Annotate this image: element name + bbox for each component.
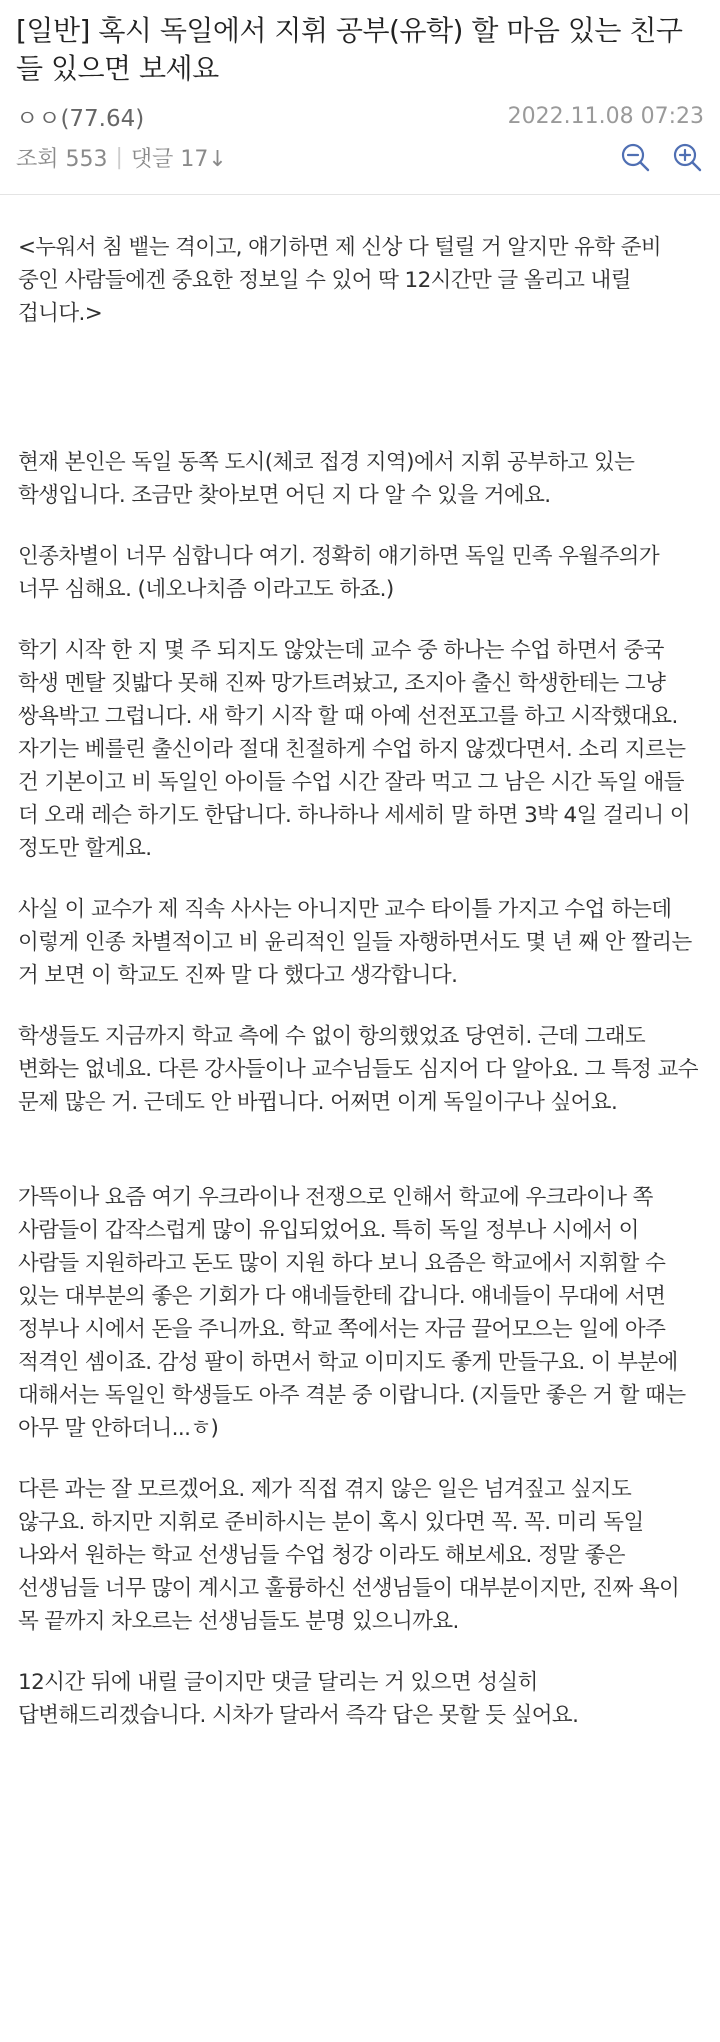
body-paragraph: 사실 이 교수가 제 직속 사사는 아니지만 교수 타이틀 가지고 수업 하는데 이렇게 인종 차별적이고 비 윤리적인 일들 자행하면서도 몇 년 째 안 짤리는 거 보면 이 학교도 진짜 말 다 했다고 생각합니다. <box>18 897 692 988</box>
body-paragraph: 12시간 뒤에 내릴 글이지만 댓글 달리는 거 있으면 성실히 답변해드리겠습니다. 시차가 달라서 즉각 답은 못할 듯 싶어요. <box>18 1670 579 1728</box>
comment-count: 댓글 17 <box>130 146 209 172</box>
zoom-controls <box>620 142 702 172</box>
post-stats <box>16 142 227 173</box>
post-date: 2022.11.08 07:23 <box>507 103 704 129</box>
comments-link[interactable] <box>131 142 227 173</box>
post-title: [일반] 혹시 독일에서 지휘 공부(유학) 할 마음 있는 친구들 있으면 보세요 <box>16 14 683 85</box>
body-paragraph: 현재 본인은 독일 동쪽 도시(체코 접경 지역)에서 지휘 공부하고 있는 학생입니다. 조금만 찾아보면 어딘 지 다 알 수 있을 거에요. <box>18 450 635 508</box>
zoom-out-icon[interactable] <box>620 142 650 172</box>
zoom-in-icon[interactable] <box>672 142 702 172</box>
author-name[interactable]: ㅇㅇ <box>16 105 61 132</box>
post-body <box>0 231 720 1732</box>
down-arrow-icon: ↓ <box>208 146 227 172</box>
header-divider <box>0 194 720 195</box>
author-ip: (77.64) <box>60 105 145 132</box>
body-paragraph: 다른 과는 잘 모르겠어요. 제가 직접 겪지 않은 일은 넘겨짚고 싶지도 않구요. 하지만 지휘로 준비하시는 분이 혹시 있다면 꼭. 꼭. 미리 독일 나와서 원하는 학교 선생님들 수업 청강 이라도 해보세요. 정말 좋은 선생님들 너무 많이 계시고 훌륭하신 선생님들이 대부분이지만, 진짜 욕이 목 끝까지 차오르는 선생님들도 분명 있으니까요. <box>18 1477 680 1634</box>
body-paragraph: 인종차별이 너무 심합니다 여기. 정확히 얘기하면 독일 민족 우월주의가 너무 심해요. (네오나치즘 이라고도 하죠.) <box>18 544 660 602</box>
author-info[interactable] <box>16 100 144 133</box>
body-paragraph: 학기 시작 한 지 몇 주 되지도 않았는데 교수 중 하나는 수업 하면서 중국 학생 멘탈 짓밟다 못해 진짜 망가트려놨고, 조지아 출신 학생한테는 그냥 쌍욕박고 그럽니다. 새 학기 시작 할 때 아예 선전포고를 하고 시작했대요. 자기는 베를린 출신이라 절대 친절하게 수업 하지 않겠다면서. 소리 지르는 건 기본이고 비 독일인 아이들 수업 시간 잘라 먹고 그 남은 시간 독일 애들 더 오래 레슨 하기도 한답니다. 하나하나 세세히 말 하면 3박 4일 걸리니 이 정도만 할게요. <box>18 638 690 861</box>
stats-divider: | <box>115 144 123 170</box>
body-paragraph: 가뜩이나 요즘 여기 우크라이나 전쟁으로 인해서 학교에 우크라이나 쪽 사람들이 갑작스럽게 많이 유입되었어요. 특히 독일 정부나 시에서 이 사람들 지원하라고 돈도 많이 지원 하다 보니 요즘은 학교에서 지휘할 수 있는 대부분의 좋은 기회가 다 얘네들한테 갑니다. 얘네들이 무대에 서면 정부나 시에서 돈을 주니까요. 학교 쪽에서는 자금 끌어모으는 일에 아주 적격인 셈이죠. 감성 팔이 하면서 학교 이미지도 좋게 만들구요. 이 부분에 대해서는 독일인 학생들도 아주 격분 중 이랍니다. (지들만 좋은 거 할 때는 아무 말 안하더니...ㅎ) <box>18 1185 686 1441</box>
body-paragraph: <누워서 침 뱉는 격이고, 얘기하면 제 신상 다 털릴 거 알지만 유학 준비 중인 사람들에겐 중요한 정보일 수 있어 딱 12시간만 글 올리고 내릴 겁니다.> <box>18 235 662 326</box>
view-count: 조회 553 <box>16 146 108 172</box>
meta-row <box>16 100 704 132</box>
body-paragraph: 학생들도 지금까지 학교 측에 수 없이 항의했었죠 당연히. 근데 그래도 변화는 없네요. 다른 강사들이나 교수님들도 심지어 다 알아요. 그 특정 교수 문제 많은 거. 근데도 안 바뀝니다. 어쩌면 이게 독일이구나 싶어요. <box>18 1024 698 1115</box>
stats-row <box>16 136 704 178</box>
post-header <box>0 0 720 178</box>
